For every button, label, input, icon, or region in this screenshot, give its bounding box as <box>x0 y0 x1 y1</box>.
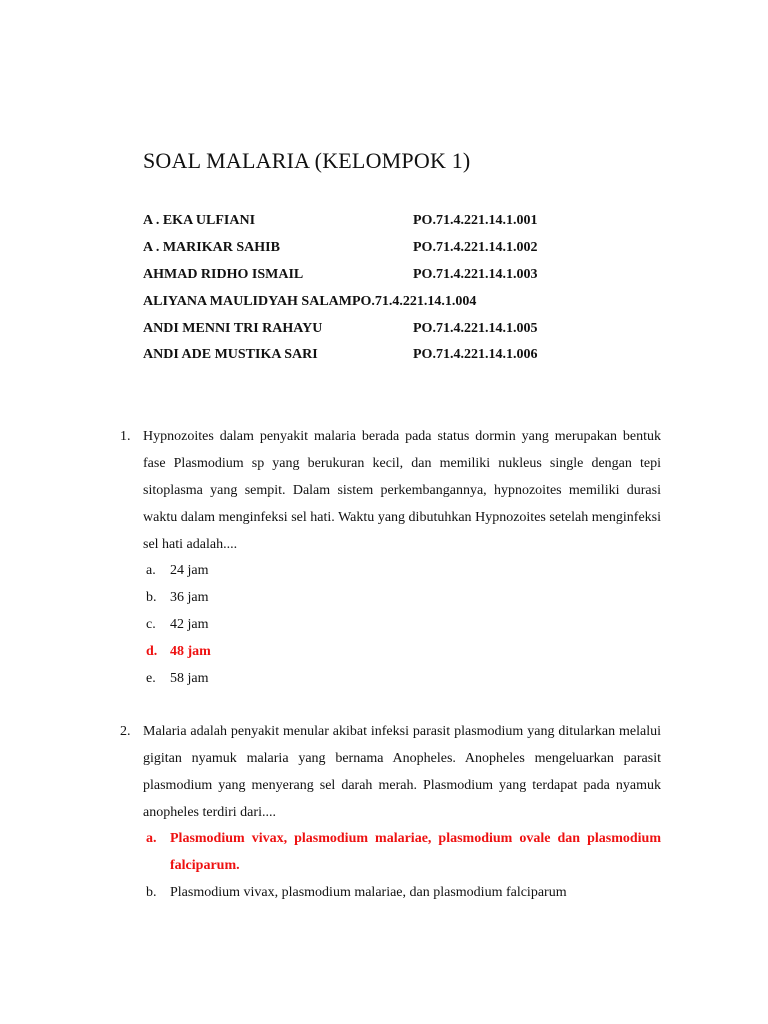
member-id: PO.71.4.221.14.1.003 <box>413 267 538 282</box>
member-id: PO.71.4.221.14.1.001 <box>413 213 538 228</box>
member-row <box>143 240 593 267</box>
question-text: Malaria adalah penyakit menular akibat infeksi parasit plasmodium yang ditularkan melalui gigitan nyamuk malaria yang bernama Anopheles. Anopheles mengeluarkan parasit plasmodium yang menyerang sel darah merah. Plasmodium yang terdapat pada nyamuk anopheles terdiri dari.... <box>143 724 661 820</box>
member-name: AHMAD RIDHO ISMAIL <box>143 267 304 282</box>
member-id: PO.71.4.221.14.1.002 <box>413 240 538 255</box>
question-number: 1. <box>120 429 131 444</box>
option-letter: b. <box>146 885 157 900</box>
option-letter: e. <box>146 671 156 686</box>
answer-option <box>143 879 661 906</box>
member-row <box>143 213 593 240</box>
option-text: Plasmodium vivax, plasmodium malariae, plasmodium ovale dan plasmodium falciparum. <box>170 831 661 873</box>
correct-answer-option <box>143 638 661 665</box>
member-name: ANDI ADE MUSTIKA SARI <box>143 347 318 362</box>
document-title: SOAL MALARIA (KELOMPOK 1) <box>143 148 471 173</box>
option-text: 58 jam <box>170 671 209 686</box>
correct-answer-option <box>143 825 661 879</box>
member-name: ANDI MENNI TRI RAHAYU <box>143 321 323 336</box>
member-row <box>143 347 593 374</box>
member-name: A . MARIKAR SAHIB <box>143 240 280 255</box>
question-number: 2. <box>120 724 131 739</box>
option-letter: d. <box>146 644 158 659</box>
member-row <box>143 321 593 348</box>
answer-option <box>143 557 661 584</box>
option-text: Plasmodium vivax, plasmodium malariae, dan plasmodium falciparum <box>170 885 567 900</box>
member-row <box>143 267 593 294</box>
option-letter: a. <box>146 831 157 846</box>
option-letter: a. <box>146 563 156 578</box>
answer-option <box>143 584 661 611</box>
option-letter: b. <box>146 590 157 605</box>
member-name: ALIYANA MAULIDYAH SALAMPO.71.4.221.14.1.004 <box>143 294 477 309</box>
member-id: PO.71.4.221.14.1.005 <box>413 321 538 336</box>
option-text: 42 jam <box>170 617 209 632</box>
option-text: 48 jam <box>170 644 211 659</box>
member-id: PO.71.4.221.14.1.006 <box>413 347 538 362</box>
question-text: Hypnozoites dalam penyakit malaria berada pada status dormin yang merupakan bentuk fase Plasmodium sp yang berukuran kecil, dan memiliki nukleus single dengan tepi sitoplasma yang sempit. Dalam sistem perkembangannya, hypnozoites memiliki durasi waktu dalam menginfeksi sel hati. Waktu yang dibutuhkan Hypnozoites setelah menginfeksi sel hati adalah.... <box>143 429 661 552</box>
option-text: 36 jam <box>170 590 209 605</box>
member-row <box>143 294 593 321</box>
option-text: 24 jam <box>170 563 209 578</box>
member-name: A . EKA ULFIANI <box>143 213 256 228</box>
answer-option <box>143 611 661 638</box>
option-letter: c. <box>146 617 156 632</box>
answer-option <box>143 665 661 692</box>
